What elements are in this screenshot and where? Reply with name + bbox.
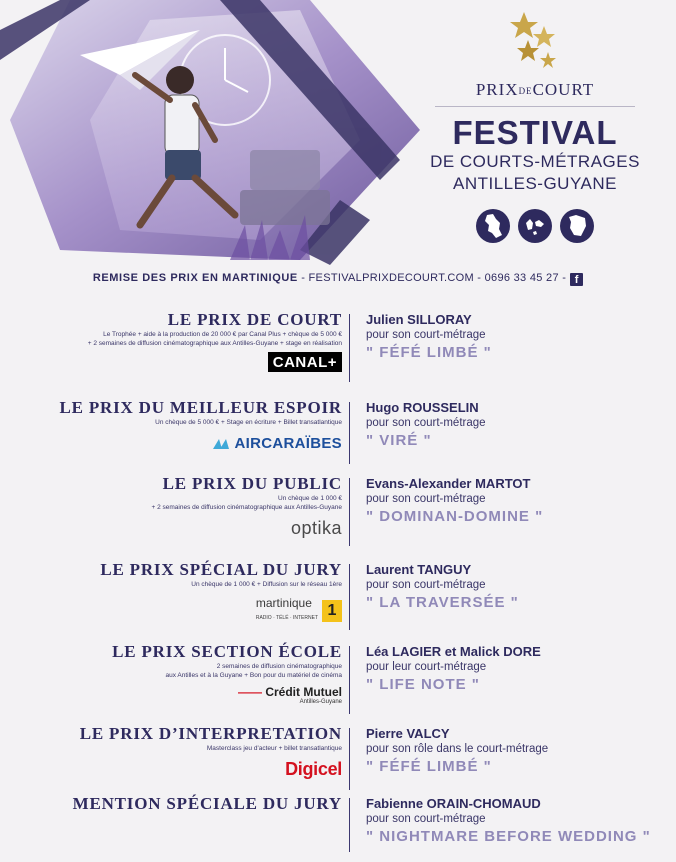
prize-desc-line: Le Trophée + aide à la production de 20 000 € par Canal Plus + chèque de 5 000 € (103, 331, 342, 338)
credit-mutuel-sub: Antilles-Guyane (299, 699, 342, 705)
prize-info (22, 642, 342, 705)
film-title: " FÉFÉ LIMBÉ " (366, 344, 492, 361)
festival-subtitle-2: ANTILLES-GUYANE (452, 174, 617, 193)
prize-row (0, 794, 676, 854)
martinique-1-mark: 1 (322, 600, 342, 622)
prize-row (0, 560, 676, 634)
prize-info (22, 474, 342, 539)
row-divider (349, 646, 350, 714)
prize-desc-line: aux Antilles et à la Guyane + Bon pour du matériel de cinéma (165, 672, 342, 679)
winner-info (366, 796, 666, 847)
winner-for: pour son court-métrage (366, 417, 486, 429)
sponsor-logo (22, 518, 342, 539)
ceremony-location: REMISE DES PRIX EN MARTINIQUE (92, 272, 298, 284)
header-artwork (0, 0, 420, 270)
film-title: " VIRÉ " (366, 432, 432, 449)
suitcase-icon (240, 150, 330, 225)
winner-info (366, 312, 666, 363)
stars-logo (400, 10, 670, 78)
film-title: " LIFE NOTE " (366, 676, 480, 693)
credit-mutuel-text: Crédit Mutuel (265, 685, 342, 699)
row-divider (349, 402, 350, 464)
prize-info (22, 794, 342, 814)
prize-row (0, 398, 676, 470)
winner-name: Fabienne ORAIN-CHOMAUD (366, 796, 541, 811)
prize-name: MENTION SPÉCIALE DU JURY (72, 794, 342, 813)
film-title: " NIGHTMARE BEFORE WEDDING " (366, 828, 651, 845)
martinique-1ere-logo (256, 597, 342, 624)
prize-name: LE PRIX DU PUBLIC (162, 474, 342, 493)
prize-info (22, 398, 342, 452)
prize-info (22, 310, 342, 372)
winner-for: pour son court-métrage (366, 579, 486, 591)
prize-name: LE PRIX D’INTERPRETATION (79, 724, 342, 743)
guadeloupe-island-icon (518, 209, 552, 243)
prize-name: LE PRIX SPÉCIAL DU JURY (100, 560, 342, 579)
facebook-icon[interactable]: f (570, 273, 583, 286)
martinique-island-icon (476, 209, 510, 243)
film-title: " LA TRAVERSÉE " (366, 594, 519, 611)
prize-name: LE PRIX SECTION ÉCOLE (112, 642, 342, 661)
film-title: " DOMINAN-DOMINE " (366, 508, 544, 525)
row-divider (349, 478, 350, 546)
row-divider (349, 798, 350, 852)
prize-row (0, 310, 676, 386)
prize-desc-line: Un chèque de 1 000 € + Diffusion sur le réseau 1ère (191, 581, 342, 588)
film-title: " FÉFÉ LIMBÉ " (366, 758, 492, 775)
prize-desc-line: 2 semaines de diffusion cinématographique (216, 663, 342, 670)
digicel-logo: Digicel (285, 759, 342, 779)
festival-subtitle-1: DE COURTS-MÉTRAGES (430, 152, 640, 171)
winner-info (366, 400, 666, 451)
sponsor-logo (22, 685, 342, 705)
winner-for: pour leur court-métrage (366, 661, 487, 673)
island-badges (400, 209, 670, 243)
prize-row (0, 474, 676, 550)
guyane-territory-icon (560, 209, 594, 243)
prize-desc-line: + 2 semaines de diffusion cinématographique aux Antilles-Guyane (151, 504, 342, 511)
prize-desc-line: Un chèque de 5 000 € + Stage en écriture + Billet transatlantique (155, 419, 342, 426)
winner-for: pour son court-métrage (366, 493, 486, 505)
optika-logo: optika (290, 518, 342, 538)
winner-name: Léa LAGIER et Malick DORE (366, 644, 541, 659)
prize-desc-line: Masterclass jeu d'acteur + billet transatlantique (206, 745, 342, 752)
winner-info (366, 644, 666, 695)
sponsor-logo (22, 597, 342, 624)
air-caraibes-logo (213, 435, 342, 452)
sponsor-logo (22, 759, 342, 780)
row-divider (349, 314, 350, 382)
prize-name: LE PRIX DE COURT (167, 310, 342, 329)
sponsor-logo (22, 352, 342, 372)
brand-suffix: COURT (532, 80, 595, 99)
row-divider (349, 728, 350, 790)
row-divider (349, 564, 350, 630)
prize-name: LE PRIX DU MEILLEUR ESPOIR (59, 398, 342, 417)
prize-desc-line: Un chèque de 1 000 € (278, 495, 342, 502)
brand-prefix: PRIX (475, 80, 519, 99)
air-caraibes-wing-icon (213, 437, 233, 451)
title-rule (435, 106, 635, 107)
prize-desc-line: + 2 semaines de diffusion cinématographique aux Antilles-Guyane + stage en réalisation (87, 340, 342, 347)
martinique-wordmark: martinique (255, 596, 312, 610)
prize-info (22, 724, 342, 780)
winner-for: pour son rôle dans le court-métrage (366, 743, 549, 755)
winner-info (366, 562, 666, 613)
brand-de: DE (518, 86, 533, 97)
ceremony-contact: - FESTIVALPRIXDECOURT.COM - 0696 33 45 27 - (297, 272, 567, 284)
logo-block (400, 10, 670, 243)
ceremony-strip (0, 272, 676, 286)
winner-for: pour son court-métrage (366, 813, 486, 825)
winner-name: Evans-Alexander MARTOT (366, 476, 531, 491)
winner-info (366, 476, 666, 527)
stars-icon (500, 10, 570, 78)
air-caraibes-text: AIRCARAÏBES (234, 435, 342, 452)
winner-info (366, 726, 666, 777)
canal-plus-logo: CANAL+ (268, 352, 342, 372)
winner-name: Pierre VALCY (366, 726, 450, 741)
prize-info (22, 560, 342, 624)
winner-name: Laurent TANGUY (366, 562, 472, 577)
prize-row (0, 724, 676, 794)
brand-wordmark (400, 80, 670, 100)
winner-name: Hugo ROUSSELIN (366, 400, 479, 415)
sponsor-logo (22, 435, 342, 452)
winner-for: pour son court-métrage (366, 329, 486, 341)
credit-mutuel-logo (238, 685, 342, 699)
martinique-tagline: RADIO · TÉLÉ · INTERNET (255, 615, 318, 621)
festival-title: FESTIVAL (452, 114, 618, 151)
prize-row (0, 642, 676, 720)
martinique-logo-text (256, 597, 318, 624)
winner-name: Julien SILLORAY (366, 312, 472, 327)
credit-mutuel-line-icon: —— (237, 685, 262, 699)
